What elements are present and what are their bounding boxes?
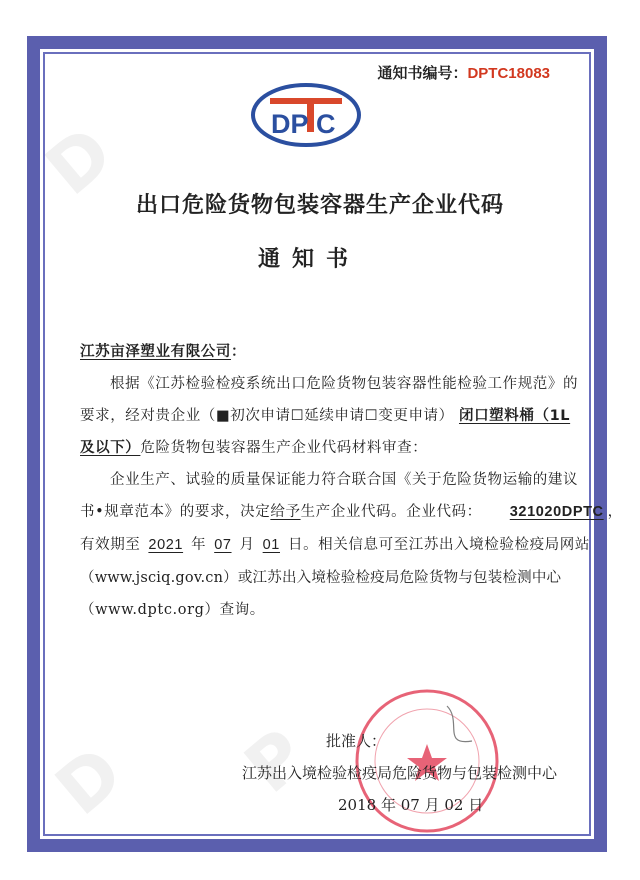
valid-day: 01 [262, 537, 280, 553]
text: 有效期至 [80, 537, 141, 553]
body-line-5 [80, 500, 623, 521]
option-initial: 初次申请 [230, 408, 291, 424]
serial-number: DPTC18083 [467, 65, 550, 82]
serial-label: 通知书编号： [377, 65, 468, 82]
notice-serial [377, 62, 550, 83]
checkbox-renew: ☐ [290, 408, 305, 424]
text: 书•规章范本》的要求，决定 [80, 504, 271, 520]
decision: 给予 [270, 504, 301, 520]
text: ， [607, 504, 623, 520]
checkbox-change: ☐ [364, 408, 379, 424]
text: 日。相关信息可至江苏出入境检验检疫局网站 [287, 537, 590, 553]
text: 要求，经对贵企业（ [80, 408, 216, 424]
checkbox-initial-checked: ■ [215, 408, 231, 424]
product-name: 闭口塑料桶（1L [458, 408, 571, 424]
watermark: D [30, 110, 128, 212]
valid-month: 07 [214, 537, 232, 553]
issue-date: 2018 年 07 月 02 日 [338, 796, 484, 814]
dptc-logo [250, 82, 362, 148]
enterprise-code: 321020DPTC [509, 504, 604, 520]
body-line-6 [80, 533, 590, 554]
text: 年 [191, 537, 207, 553]
text: ） [438, 408, 454, 424]
body-line-4: 企业生产、试验的质量保证能力符合联合国《关于危险货物运输的建议 [110, 472, 579, 488]
valid-year: 2021 [148, 537, 184, 553]
watermark: P [229, 713, 322, 809]
addressee-line [80, 340, 246, 361]
document-subtitle: 通知书 [257, 247, 360, 272]
document-title: 出口危险货物包装容器生产企业代码 [135, 193, 504, 218]
body-line-3 [80, 436, 427, 457]
text: 危险货物包装容器生产企业代码材料审查： [140, 440, 428, 456]
body-line-1: 根据《江苏检验检疫系统出口危险货物包装容器性能检验工作规范》的 [110, 376, 579, 392]
option-renew: 延续申请 [304, 408, 365, 424]
body-line-8: （www.dptc.org）查询。 [80, 602, 265, 618]
body-line-7: （www.jsciq.gov.cn）或江苏出入境检验检疫局危险货物与包装检测中心 [80, 570, 562, 586]
addressee-suffix: ： [231, 344, 247, 360]
approver-label: 批准人： [326, 732, 387, 750]
addressee: 江苏亩泽塑业有限公司 [80, 344, 231, 360]
svg-text:C: C [316, 109, 336, 139]
option-change: 变更申请 [378, 408, 439, 424]
svg-text:DP: DP [271, 109, 309, 139]
product-name-cont: 及以下） [80, 440, 141, 456]
issuing-organization: 江苏出入境检验检疫局危险货物与包装检测中心 [242, 764, 558, 782]
body-line-2 [80, 404, 570, 425]
text: 生产企业代码。企业代码： [300, 504, 482, 520]
text: 月 [239, 537, 255, 553]
watermark: D [40, 730, 138, 832]
